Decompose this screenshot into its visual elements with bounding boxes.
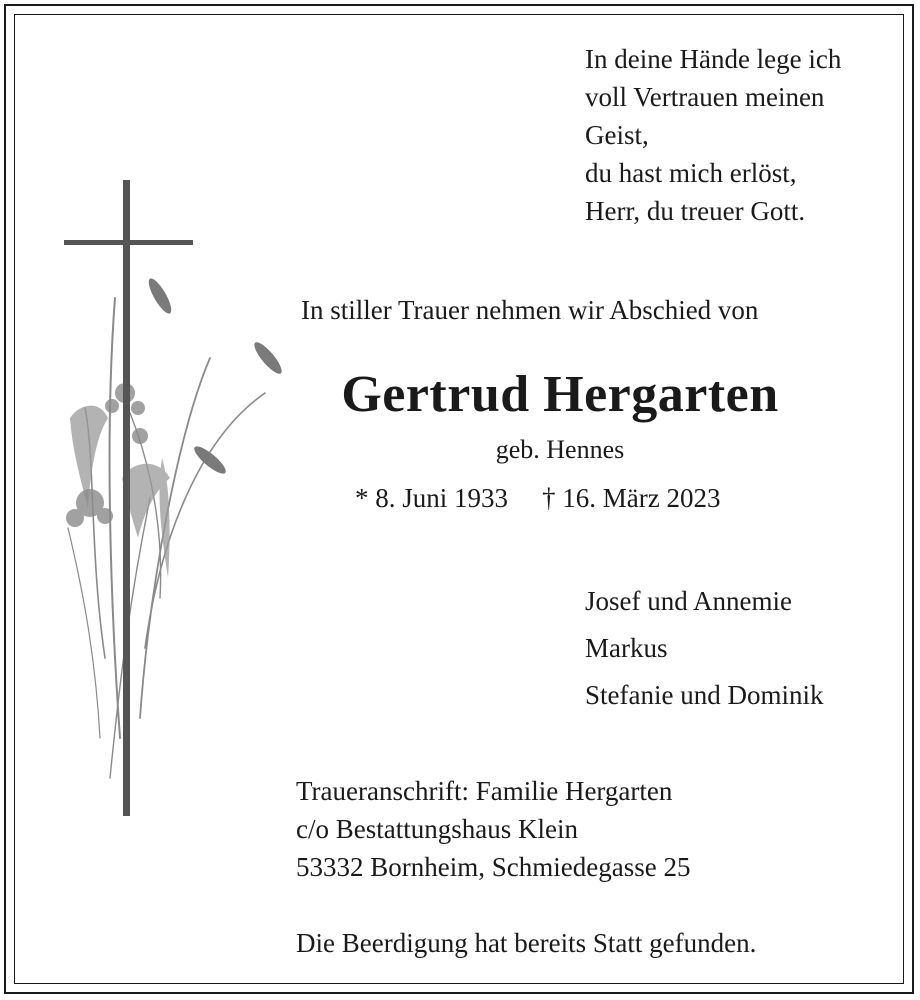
funeral-note: Die Beerdigung hat bereits Statt gefunden. [296,928,757,958]
address-line: Traueranschrift: Familie Hergarten [296,776,673,806]
death-date: † 16. März 2023 [542,483,721,513]
cross-with-wheat-icon [50,178,300,823]
mourner-item: Markus [585,633,668,663]
maiden-name: geb. Hennes [495,435,625,464]
verse-line: du hast mich erlöst, [585,158,797,188]
verse-line: Herr, du treuer Gott. [585,196,806,226]
mourning-address [296,772,690,886]
life-dates [355,482,720,514]
verse-line: In deine Hände lege ich [585,44,842,74]
mourner-item: Stefanie und Dominik [585,680,824,710]
verse-line: Geist, [585,120,649,150]
verse-line: voll Vertrauen meinen [585,82,825,112]
farewell-intro: In stiller Trauer nehmen wir Abschied von [301,295,759,325]
birth-date: * 8. Juni 1933 [355,483,509,513]
bible-verse [585,40,841,230]
address-line: c/o Bestattungshaus Klein [296,814,578,844]
mourners-list [585,578,823,719]
address-line: 53332 Bornheim, Schmiedegasse 25 [296,852,691,882]
mourner-item: Josef und Annemie [585,586,792,616]
deceased-name: Gertrud Hergarten [341,366,779,423]
